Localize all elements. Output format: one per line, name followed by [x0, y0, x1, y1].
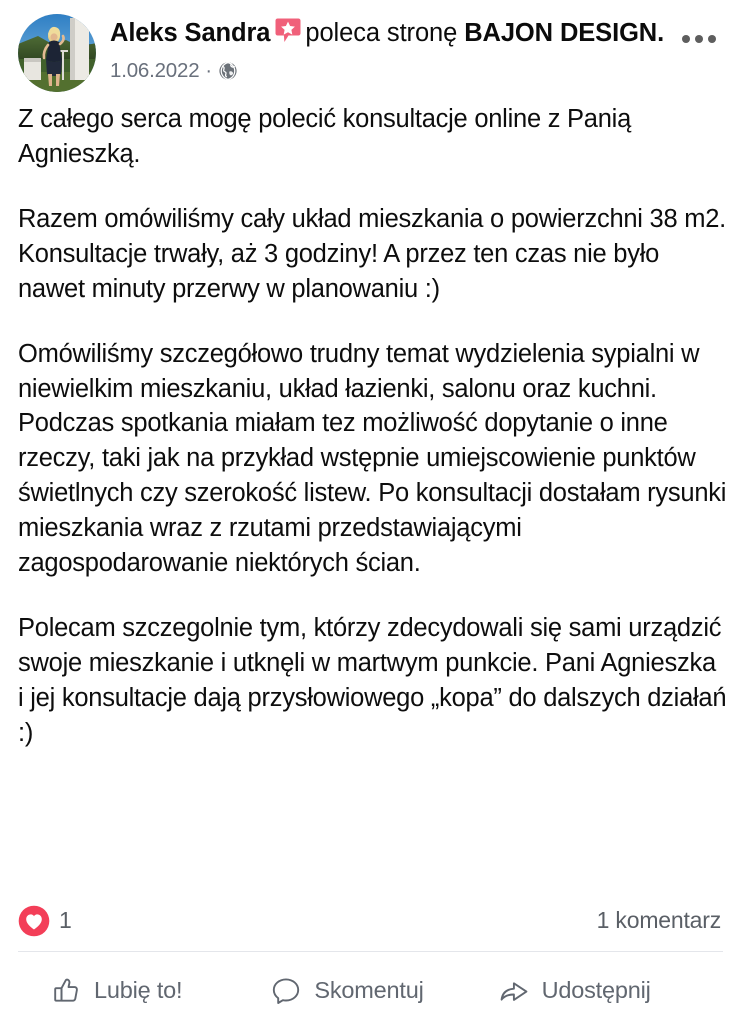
love-reaction-icon — [18, 905, 50, 937]
ellipsis-dot-3 — [708, 35, 716, 43]
more-options-button[interactable] — [675, 22, 723, 56]
like-button-label: Lubię to! — [94, 977, 183, 1003]
page-name[interactable]: BAJON DESIGN. — [464, 19, 665, 47]
actions-divider — [18, 951, 723, 952]
comment-button-label: Skomentuj — [314, 977, 424, 1003]
ellipsis-dot-1 — [682, 35, 690, 43]
headline-action-verb: poleca stronę — [305, 19, 458, 47]
post-paragraph-4: Polecam szczegolnie tym, którzy zdecydowali się sami urządzić swoje mieszkanie i utknęli w martwym punkcie. Pani Agnieszka i jej konsultacje dają przysłowiowego „kopa” do dalszych działań :) — [18, 614, 734, 747]
action-bar — [0, 957, 741, 1024]
globe-icon[interactable] — [218, 61, 238, 81]
meta-separator: · — [205, 59, 212, 82]
post-meta-row — [110, 59, 667, 83]
post-date[interactable]: 1.06.2022 — [110, 58, 200, 82]
post-header — [0, 0, 741, 92]
share-arrow-icon — [498, 975, 530, 1007]
post-paragraph-1: Z całego serca mogę polecić konsultacje online z Panią Agnieszką. — [18, 105, 637, 168]
post-paragraph-2: Razem omówiliśmy cały układ mieszkania o powierzchni 38 m2. Konsultacje trwały, aż 3 godziny! A przez ten czas nie było nawet minuty przerwy w planowaniu :) — [18, 204, 733, 303]
recommendation-star-badge-icon — [275, 18, 301, 43]
author-name[interactable]: Aleks Sandra — [110, 19, 271, 47]
like-button[interactable] — [42, 965, 190, 1017]
share-button[interactable] — [490, 965, 659, 1017]
post-headline — [110, 16, 667, 51]
comment-bubble-icon — [270, 975, 302, 1007]
post-paragraph-3: Omówiliśmy szczegółowo trudny temat wydzielenia sypialni w niewielkim mieszkaniu, układ łazienki, salonu oraz kuchni. Podczas spotkania miałam tez możliwość dopytanie o inne rzeczy, taki jak na przykład wstępnie umiejscowienie punktów świetlnych czy szerokość listew. Po konsultacji dostałam rysunki mieszkania wraz z rzutami przedstawiającymi zagospodarowanie niektórych ścian. — [18, 339, 734, 578]
thumbs-up-icon — [50, 975, 82, 1007]
share-button-label: Udostępnij — [541, 977, 651, 1003]
engagement-row — [0, 893, 741, 948]
header-text-column — [110, 14, 667, 83]
comment-count-label[interactable]: 1 komentarz — [596, 907, 721, 933]
ellipsis-dot-2 — [695, 35, 703, 43]
reactions-summary[interactable] — [18, 905, 72, 937]
reaction-count: 1 — [59, 907, 72, 933]
avatar[interactable] — [18, 14, 96, 92]
post-body — [0, 92, 741, 751]
comment-button[interactable] — [262, 965, 431, 1017]
